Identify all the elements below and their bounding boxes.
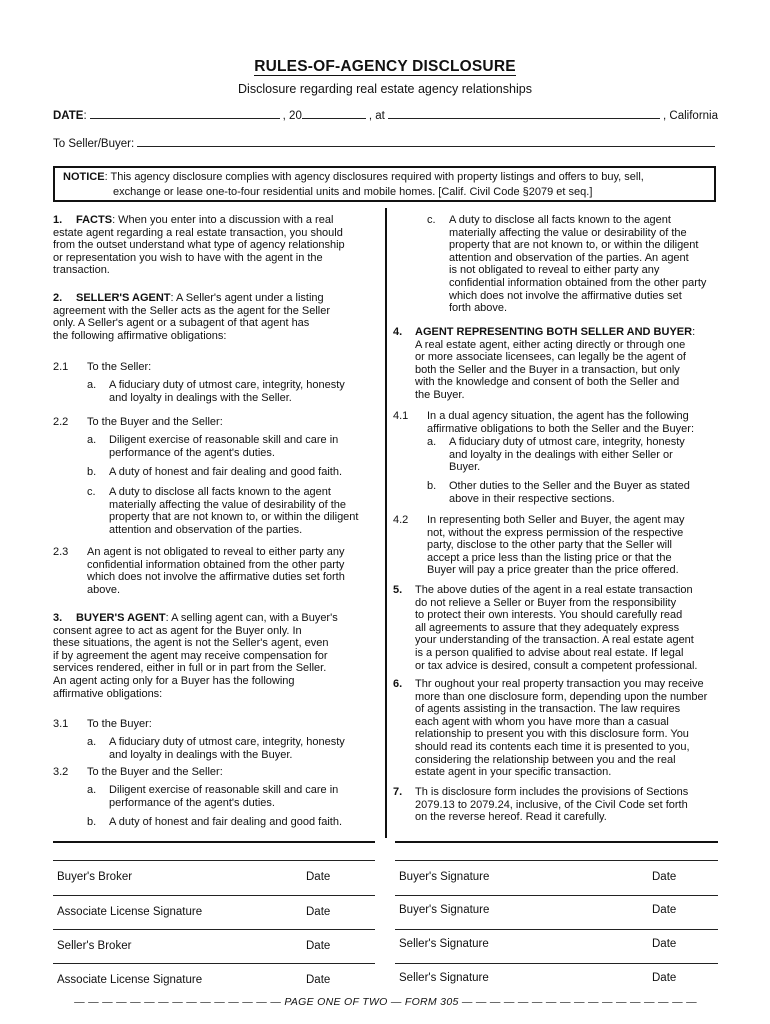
section-number: 3. (53, 612, 63, 624)
signature-label: Associate License Signature (57, 906, 203, 918)
item-letter: a. (87, 434, 97, 446)
text-line: relationship to present you with this disclosure form. You (415, 728, 689, 741)
text-line: property that are not known to, or within the diligent (449, 239, 699, 252)
text-line: the Buyer. (415, 388, 465, 401)
text-line: affirmative obligations: (53, 687, 163, 700)
subsection-4-1 (393, 410, 718, 436)
text-line: do not relieve a Seller or Buyer from the responsibility (415, 596, 677, 609)
signature-label: Buyer's Signature (399, 871, 490, 883)
text-line: Thr oughout your real property transaction you may receive (415, 678, 704, 690)
date-label: Date (306, 906, 331, 918)
date-label: Date (652, 972, 677, 984)
item-letter: a. (87, 736, 97, 748)
item-letter: a. (427, 436, 437, 448)
seller-buyer-field[interactable] (137, 136, 715, 147)
text-line: Th is disclosure form includes the provisions of Sections (415, 786, 689, 798)
item-2-1-a (53, 379, 378, 405)
text-line: accept a price less than the listing price or that the (427, 551, 672, 564)
text-line: and loyalty in the dealings with either Seller or (449, 448, 673, 461)
item-4-1-b (393, 480, 718, 506)
text-line: attention and observation of the parties. An agent (449, 251, 689, 264)
item-2-2-a (53, 434, 378, 460)
text-line: the following affirmative obligations: (53, 329, 227, 342)
text-line: all agreements to assure that they adequately express (415, 621, 680, 634)
text-line: An agent acting only for a Buyer has the following (53, 674, 295, 687)
text-line: affirmative obligations to both the Seller and the Buyer: (427, 422, 695, 435)
text-line: materially affecting the value of desirability of the (109, 498, 347, 511)
section-sellers-agent (53, 292, 378, 344)
text-line: To the Buyer and the Seller: (87, 766, 223, 778)
text-line: In a dual agency situation, the agent has the following (427, 410, 689, 422)
text-line: 2079.13 to 2079.24, inclusive, of the Civil Code set forth (415, 798, 688, 811)
signature-label: Seller's Signature (399, 938, 489, 950)
text-line: To the Buyer: (87, 718, 152, 730)
section-heading: SELLER'S AGENT (76, 292, 171, 304)
item-letter: a. (87, 379, 97, 391)
text-line: to protect their own interests. You should carefully read (415, 609, 683, 622)
text-line: and loyalty in dealings with the Buyer. (109, 748, 293, 761)
text-line: : A selling agent can, with a Buyer's (165, 612, 338, 624)
text-line: property that are not known to, or within the diligent (109, 511, 359, 524)
text-line: and loyalty in dealings with the Seller. (109, 391, 292, 404)
separator-left (53, 841, 375, 843)
subsection-2-3 (53, 546, 378, 598)
section-heading: FACTS (76, 214, 113, 226)
text-line: agreement with the Seller acts as the agent for the Seller (53, 304, 330, 317)
text-line: with the knowledge and consent of both the Seller and (415, 376, 680, 389)
left-signature-block (53, 860, 375, 994)
text-line: A duty to disclose all facts known to the agent (109, 486, 331, 498)
at-label: , at (368, 110, 385, 122)
text-line: An agent is not obligated to reveal to either party any (87, 546, 345, 558)
subsection-2-1 (53, 361, 378, 375)
section-buyers-agent (53, 612, 378, 702)
text-line: estate agent in your specific transaction. (415, 766, 612, 779)
item-3-2-a (53, 784, 378, 810)
text-line: Buyer. (449, 461, 481, 474)
location-field[interactable] (388, 108, 660, 119)
notice-line-1: : This agency disclosure complies with agency disclosures required with property listings and offers to buy, sell, (104, 171, 644, 183)
section-number: 1. (53, 214, 63, 226)
signature-label: Buyer's Signature (399, 904, 490, 916)
item-3-2-b (53, 816, 378, 830)
text-line: A fiduciary duty of utmost care, integrity, honesty (449, 436, 685, 448)
notice-box (53, 166, 716, 202)
item-letter: c. (427, 214, 436, 226)
section-7 (393, 786, 718, 826)
section-heading: BUYER'S AGENT (76, 612, 166, 624)
section-number: 7. (393, 786, 403, 798)
state-label: , California (663, 110, 718, 122)
text-line: performance of the agent's duties. (109, 446, 275, 459)
signature-label: Associate License Signature (57, 974, 203, 986)
text-line: party, disclose to the other party that the Seller will (427, 539, 672, 552)
text-line: Diligent exercise of reasonable skill and care in (109, 434, 339, 446)
item-2-2-b (53, 466, 378, 480)
text-line: To the Buyer and the Seller: (87, 416, 223, 428)
text-line: transaction. (53, 264, 110, 277)
item-letter: b. (87, 816, 97, 828)
section-6 (393, 678, 718, 780)
text-line: In representing both Seller and Buyer, the agent may (427, 514, 685, 526)
text-line: The above duties of the agent in a real estate transaction (415, 584, 693, 596)
to-label: To Seller/Buyer: (53, 138, 135, 150)
section-number: 5. (393, 584, 403, 596)
text-line: A fiduciary duty of utmost care, integrity, honesty (109, 736, 345, 748)
text-line: Diligent exercise of reasonable skill and care in (109, 784, 339, 796)
item-2-2-c (53, 486, 378, 538)
item-letter: b. (87, 466, 97, 478)
subsection-2-2 (53, 416, 378, 430)
text-line: not, without the express permission of the respective (427, 526, 684, 539)
text-line: above in their respective sections. (449, 492, 615, 505)
form-subtitle: Disclosure regarding real estate agency relationships (238, 82, 532, 96)
text-line: your understanding of the transaction. A real estate agent (415, 634, 694, 647)
text-line: on the reverse hereof. Read it carefully. (415, 811, 607, 824)
text-line: each agent with whom you have more than a casual (415, 715, 669, 728)
text-line: or representation you wish to have with the agent in the (53, 251, 323, 264)
subsection-number: 4.1 (393, 410, 409, 422)
text-line: more than one disclosure form, depending upon the number (415, 690, 708, 703)
text-line: if by agreement the agent may receive compensation for (53, 649, 328, 662)
separator-right (395, 841, 718, 843)
signature-label: Seller's Signature (399, 972, 489, 984)
text-line: or more associate licensees, can legally be the agent of (415, 351, 686, 364)
text-line: A duty to disclose all facts known to the agent (449, 214, 671, 226)
column-divider (385, 208, 387, 838)
text-line: estate agent regarding a real estate transaction, you should (53, 226, 343, 239)
text-line: A duty of honest and fair dealing and good faith. (109, 466, 343, 478)
text-line: performance of the agent's duties. (109, 796, 275, 809)
text-line: both the Seller and the Buyer in a transaction, but only (415, 363, 680, 376)
subsection-number: 2.1 (53, 361, 69, 373)
section-dual-agent (393, 326, 718, 404)
text-line: these situations, the agent is not the Seller's agent, even (53, 637, 329, 650)
text-line: A duty of honest and fair dealing and good faith. (109, 816, 343, 828)
subsection-number: 3.2 (53, 766, 69, 778)
form-title: RULES-OF-AGENCY DISCLOSURE (254, 58, 516, 75)
text-line: which does not involve the affirmative duties set forth (87, 571, 345, 584)
text-line: materially affecting the value or desirability of the (449, 226, 687, 239)
subsection-3-2 (53, 766, 378, 780)
text-line: only. A Seller's agent or a subagent of that agent has (53, 317, 310, 330)
date-label: Date (652, 871, 677, 883)
date-label: Date (652, 904, 677, 916)
text-line: A fiduciary duty of utmost care, integrity, honesty (109, 379, 345, 391)
text-line: confidential information obtained from the other party (87, 558, 345, 571)
subsection-4-2 (393, 514, 718, 578)
date-label: Date (306, 940, 331, 952)
section-number: 2. (53, 292, 63, 304)
text-line: is a person qualified to advise about real estate. If legal (415, 646, 684, 659)
text-line: Buyer will pay a price greater than the price offered. (427, 564, 679, 577)
item-letter: b. (427, 480, 437, 492)
item-4-1-a (393, 436, 718, 476)
subsection-number: 3.1 (53, 718, 69, 730)
text-line: considering the relationship between you and the real (415, 753, 676, 766)
text-line: confidential information obtained from the other party (449, 276, 707, 289)
subsection-number: 2.3 (53, 546, 69, 558)
date-line: DATE : , 20 , at , California (53, 110, 718, 122)
date-label: Date (652, 938, 677, 950)
text-line: : When you enter into a discussion with a real (112, 214, 334, 226)
page-footer: — — — — — — — — — — — — — — — PAGE ONE OF TWO — FORM 305 — — — — — — — — — — — — — — — — — (74, 996, 697, 1008)
text-line: services rendered, either in full or in part from the Seller. (53, 662, 327, 675)
subsection-number: 4.2 (393, 514, 409, 526)
year-prefix: , 20 (282, 110, 302, 122)
text-line: consent agree to act as agent for the Buyer only. In (53, 624, 302, 637)
text-line: which does not involve the affirmative duties set (449, 289, 682, 302)
item-letter: a. (87, 784, 97, 796)
text-line: should read its contents each time it is presented to you, (415, 740, 690, 753)
year-field[interactable] (302, 108, 366, 119)
text-line: is not obligated to reveal to either party any (449, 264, 660, 277)
subsection-3-1 (53, 718, 378, 732)
item-letter: c. (87, 486, 96, 498)
heading-colon: : (692, 326, 696, 338)
left-column (53, 214, 378, 830)
item-3-1-a (53, 736, 378, 762)
section-number: 6. (393, 678, 403, 690)
item-4-pre-c (393, 214, 718, 318)
section-facts (53, 214, 378, 280)
text-line: Other duties to the Seller and the Buyer as stated (449, 480, 690, 492)
text-line: or tax advice is desired, consult a competent professional. (415, 659, 698, 672)
section-heading: AGENT REPRESENTING BOTH SELLER AND BUYER (415, 326, 693, 338)
text-line: from the outset understand what type of agency relationship (53, 239, 345, 252)
notice-label: NOTICE (63, 171, 105, 183)
to-line (53, 136, 718, 150)
date-field[interactable] (90, 108, 280, 119)
signature-label: Seller's Broker (57, 940, 132, 952)
date-label: Date (306, 871, 331, 883)
text-line: above. (87, 583, 121, 596)
section-5 (393, 584, 718, 674)
signature-label: Buyer's Broker (57, 871, 133, 883)
date-label: Date (306, 974, 331, 986)
text-line: attention and observation of the parties. (109, 523, 303, 536)
text-line: : A Seller's agent under a listing (170, 292, 324, 304)
section-number: 4. (393, 326, 403, 338)
text-line: To the Seller: (87, 361, 152, 373)
text-line: of agents assisting in the transaction. The law requires (415, 703, 681, 716)
text-line: forth above. (449, 302, 508, 315)
right-column (393, 214, 718, 826)
date-label: DATE (53, 110, 84, 122)
notice-line-2: exchange or lease one-to-four residential units and mobile homes. [Calif. Civil Code §2079 et seq.] (113, 185, 593, 198)
subsection-number: 2.2 (53, 416, 69, 428)
text-line: A real estate agent, either acting directly or through one (415, 338, 686, 351)
right-signature-block (395, 860, 718, 994)
